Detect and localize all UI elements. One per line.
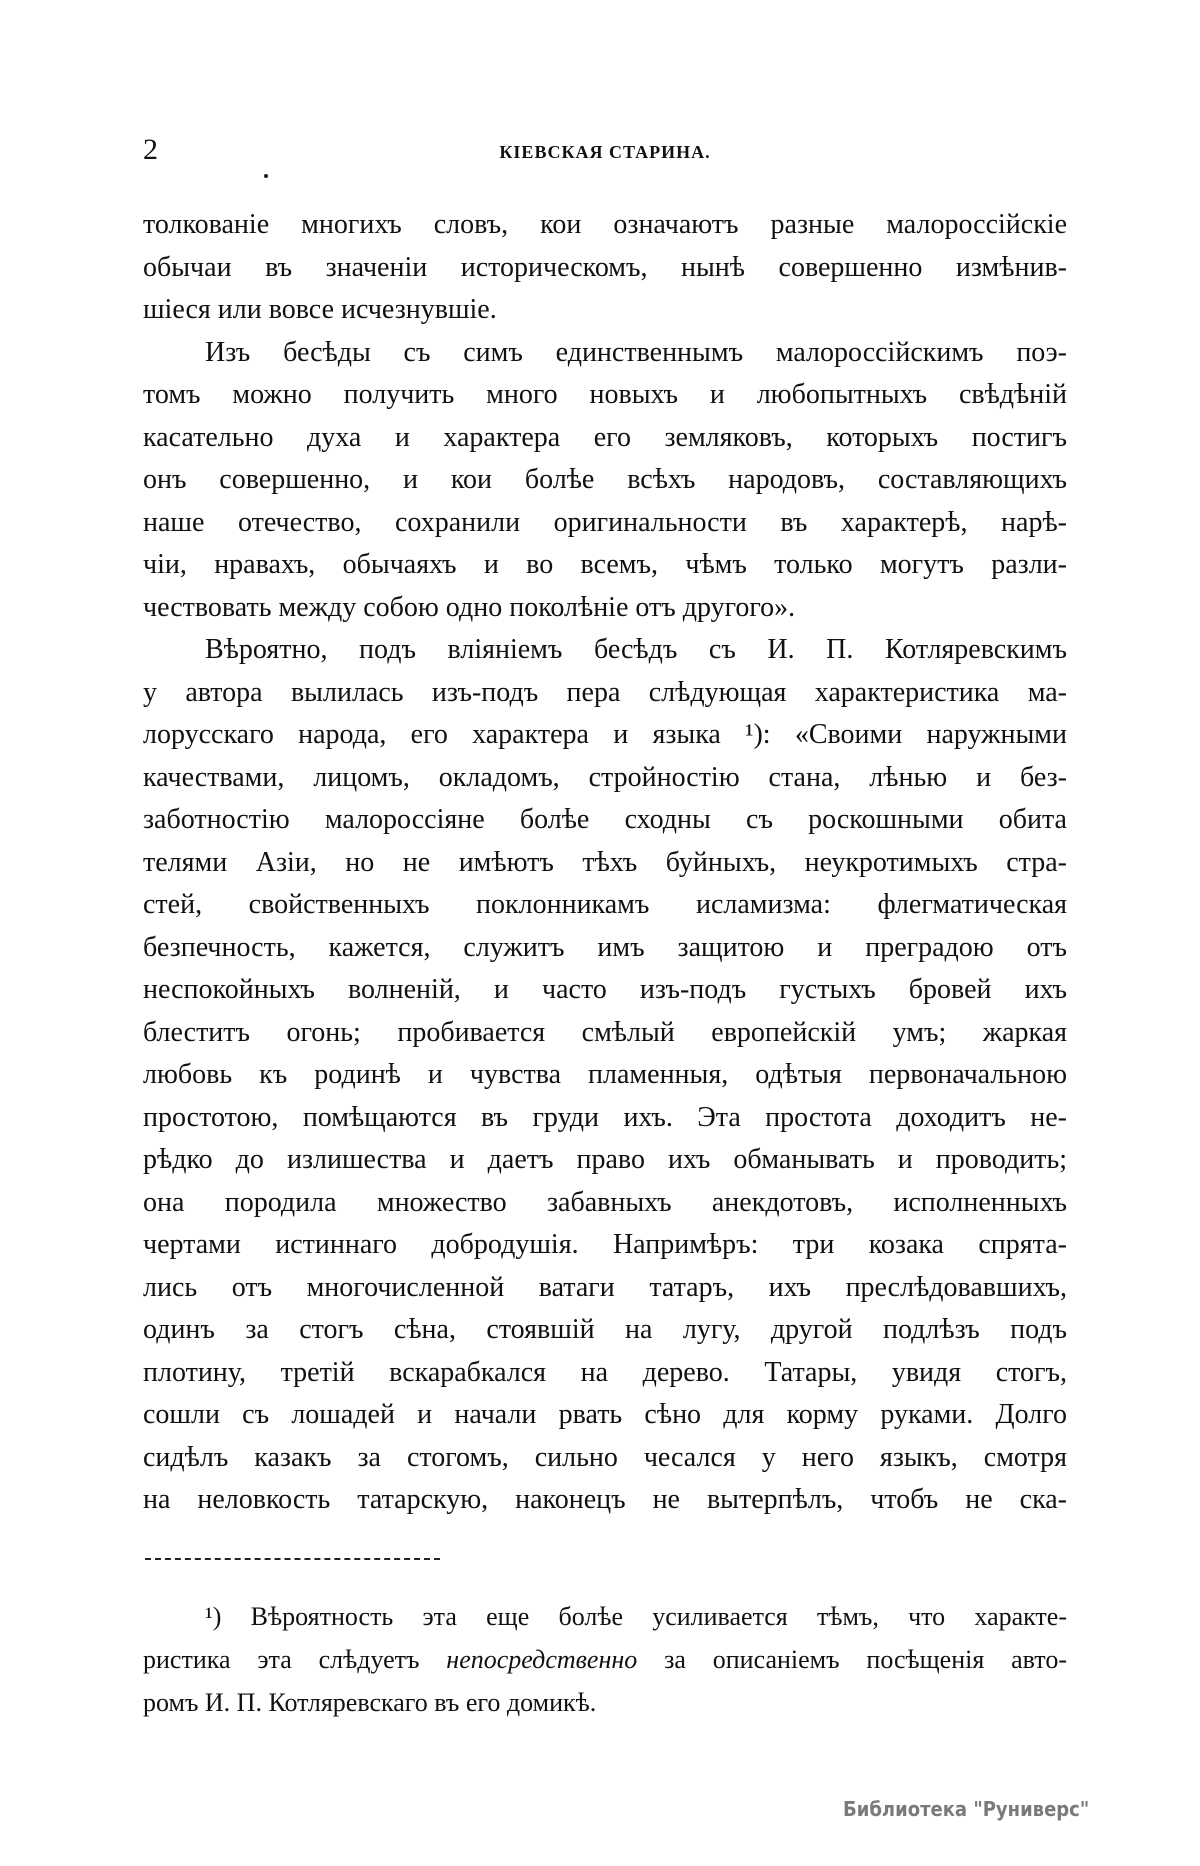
text-line: неспокойныхъ волненій, и часто изъ-подъ густыхъ бровей ихъ [143, 974, 1067, 1005]
footnote-line: ромъ И. П. Котляревскаго въ его домикѣ. [143, 1688, 597, 1717]
text-line: обычаи въ значеніи историческомъ, нынѣ совершенно измѣнив- [143, 251, 1067, 283]
footnote-line: ¹) Вѣроятность эта еще болѣе усиливается тѣмъ, что характе- [205, 1602, 1067, 1631]
text-line: чіи, нравахъ, обычаяхъ и во всемъ, чѣмъ только могутъ разли- [143, 549, 1067, 580]
text-line: простотою, помѣщаются въ груди ихъ. Эта простота доходитъ не- [143, 1101, 1067, 1133]
footnote-text: за описаніемъ посѣщенія авто- [637, 1645, 1067, 1674]
footnote-text: ристика эта слѣдуетъ [143, 1645, 447, 1674]
text-line: одинъ за стогъ сѣна, стоявшій на лугу, другой подлѣзъ подъ [143, 1314, 1067, 1345]
page-header [143, 132, 1067, 168]
body-text [143, 204, 1067, 1522]
text-line: у автора вылилась изъ-подъ пера слѣдующая характеристика ма- [143, 676, 1067, 708]
text-line: томъ можно получить много новыхъ и любопытныхъ свѣдѣній [143, 379, 1067, 410]
text-line: онъ совершенно, и кои болѣе всѣхъ народовъ, составляющихъ [143, 464, 1067, 495]
text-line: на неловкость татарскую, наконецъ не вытерпѣлъ, чтобъ не ска- [143, 1484, 1067, 1515]
library-watermark: Библиотека "Руниверс" [843, 1797, 1090, 1821]
text-line: телями Азіи, но не имѣютъ тѣхъ буйныхъ, неукротимыхъ стра- [143, 846, 1067, 878]
page-number: 2 [143, 133, 158, 166]
print-speck [264, 174, 268, 178]
text-line: сошли съ лошадей и начали рвать сѣно для корму руками. Долго [143, 1399, 1067, 1430]
text-line: заботностію малороссіяне болѣе сходны съ роскошными обита [143, 804, 1067, 835]
text-line: блеститъ огонь; пробивается смѣлый европейскій умъ; жаркая [143, 1016, 1067, 1048]
text-line: стей, свойственныхъ поклонникамъ исламизма: флегматическая [143, 889, 1067, 920]
text-line: Изъ бесѣды съ симъ единственнымъ малороссійскимъ поэ- [205, 336, 1067, 368]
text-line: любовь къ родинѣ и чувства пламенныя, одѣтыя первоначальною [143, 1059, 1067, 1090]
text-line: качествами, лицомъ, окладомъ, стройностію стана, лѣнью и без- [143, 761, 1067, 793]
text-line: она породила множество забавныхъ анекдотовъ, исполненныхъ [143, 1186, 1067, 1218]
text-line: сидѣлъ казакъ за стогомъ, сильно чесался у него языкъ, смотря [143, 1441, 1067, 1473]
text-line: рѣдко до излишества и даетъ право ихъ обманывать и проводить; [143, 1144, 1067, 1175]
running-title: КІЕВСКАЯ СТАРИНА. [499, 142, 711, 162]
text-line: шіеся или вовсе исчезнувшіе. [143, 294, 497, 325]
text-line: безпечность, кажется, служитъ имъ защитою и преградою отъ [143, 931, 1067, 963]
text-line: чертами истиннаго добродушія. Напримѣръ: три козака спрята- [143, 1229, 1067, 1260]
text-line: лись отъ многочисленной ватаги татаръ, ихъ преслѣдовавшихъ, [143, 1271, 1067, 1303]
text-line: Вѣроятно, подъ вліяніемъ бесѣдъ съ И. П. Котляревскимъ [205, 634, 1067, 665]
text-line: толкованіе многихъ словъ, кои означаютъ разные малороссійскіе [143, 209, 1067, 240]
footnote [143, 1595, 1067, 1724]
footnote-line [143, 1638, 1067, 1681]
text-line: плотину, третій вскарабкался на дерево. Татары, увидя стогъ, [143, 1356, 1067, 1388]
text-line: касательно духа и характера его земляковъ, которыхъ постигъ [143, 421, 1067, 453]
text-line: лорусскаго народа, его характера и языка ¹): «Своими наружными [143, 719, 1067, 750]
text-line: чествовать между собою одно поколѣніе отъ другого». [143, 591, 796, 623]
footnote-separator [145, 1558, 440, 1560]
footnote-emphasis: непосредственно [446, 1645, 638, 1674]
text-line: наше отечество, сохранили оригинальности въ характерѣ, нарѣ- [143, 506, 1067, 538]
